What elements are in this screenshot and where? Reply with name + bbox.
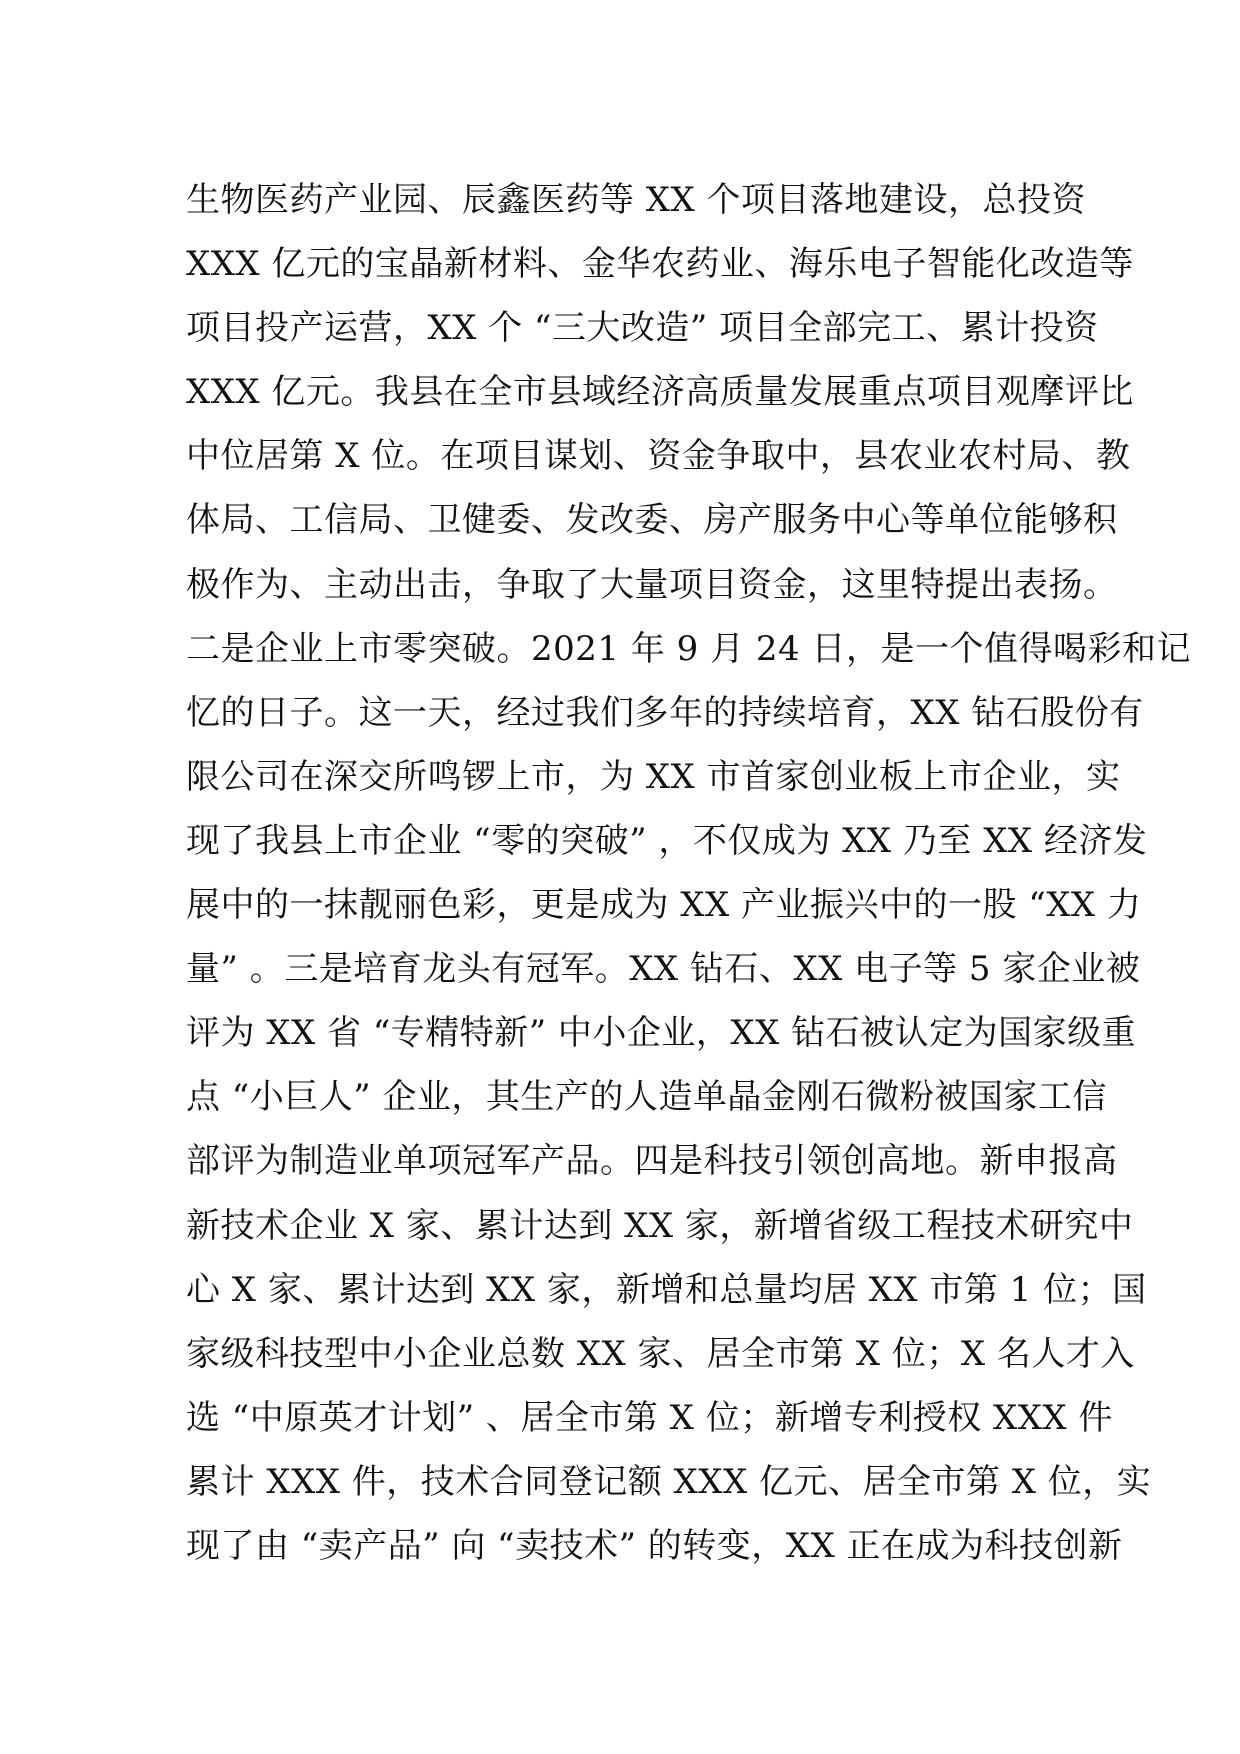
text-line: 累计 XXX 件，技术合同登记额 XXX 亿元、居全市第 X 位，实 bbox=[186, 1461, 1152, 1502]
text-line: 心 X 家、累计达到 XX 家，新增和总量均居 XX 市第 1 位；国 bbox=[186, 1269, 1147, 1310]
text-line: 点 “小巨人” 企业，其生产的人造单晶金刚石微粉被国家工信 bbox=[186, 1077, 1107, 1118]
text-line: 家级科技型中小企业总数 XX 家、居全市第 X 位；X 名人才入 bbox=[186, 1333, 1135, 1374]
text-line: 选 “中原英才计划” 、居全市第 X 位；新增专利授权 XXX 件 bbox=[186, 1397, 1113, 1438]
text-line: 限公司在深交所鸣锣上市，为 XX 市首家创业板上市企业，实 bbox=[186, 756, 1121, 797]
text-line: 量” 。三是培育龙头有冠军。XX 钻石、XX 电子等 5 家企业被 bbox=[186, 949, 1141, 990]
text-line: 忆的日子。这一天，经过我们多年的持续培育，XX 钻石股份有 bbox=[186, 692, 1144, 733]
text-line: 项目投产运营，XX 个 “三大改造” 项目全部完工、累计投资 bbox=[186, 308, 1099, 349]
text-line: XXX 亿元的宝晶新材料、金华农药业、海乐电子智能化改造等 bbox=[186, 244, 1134, 285]
text-line: 极作为、主动出击，争取了大量项目资金，这里特提出表扬。 bbox=[186, 564, 1118, 605]
text-line: XXX 亿元。我县在全市县域经济高质量发展重点项目观摩评比 bbox=[186, 372, 1134, 413]
body-text bbox=[186, 168, 1191, 1578]
text-line: 现了我县上市企业 “零的突破” ，不仅成为 XX 乃至 XX 经济发 bbox=[186, 820, 1148, 861]
text-line: 体局、工信局、卫健委、发改委、房产服务中心等单位能够积 bbox=[186, 500, 1118, 541]
text-line: 展中的一抹靓丽色彩，更是成为 XX 产业振兴中的一股 “XX 力 bbox=[186, 885, 1142, 926]
text-line: 现了由 “卖产品” 向 “卖技术” 的转变，XX 正在成为科技创新 bbox=[186, 1525, 1123, 1566]
text-line: 生物医药产业园、辰鑫医药等 XX 个项目落地建设，总投资 bbox=[186, 180, 1087, 220]
text-line: 中位居第 X 位。在项目谋划、资金争取中，县农业农村局、教 bbox=[186, 436, 1131, 477]
text-line: 新技术企业 X 家、累计达到 XX 家，新增省级工程技术研究中 bbox=[186, 1205, 1134, 1246]
text-line: 二是企业上市零突破。2021 年 9 月 24 日，是一个值得喝彩和记 bbox=[186, 628, 1191, 669]
text-line: 评为 XX 省 “专精特新” 中小企业，XX 钻石被认定为国家级重 bbox=[186, 1013, 1137, 1054]
text-line: 部评为制造业单项冠军产品。四是科技引领创高地。新申报高 bbox=[186, 1141, 1118, 1182]
